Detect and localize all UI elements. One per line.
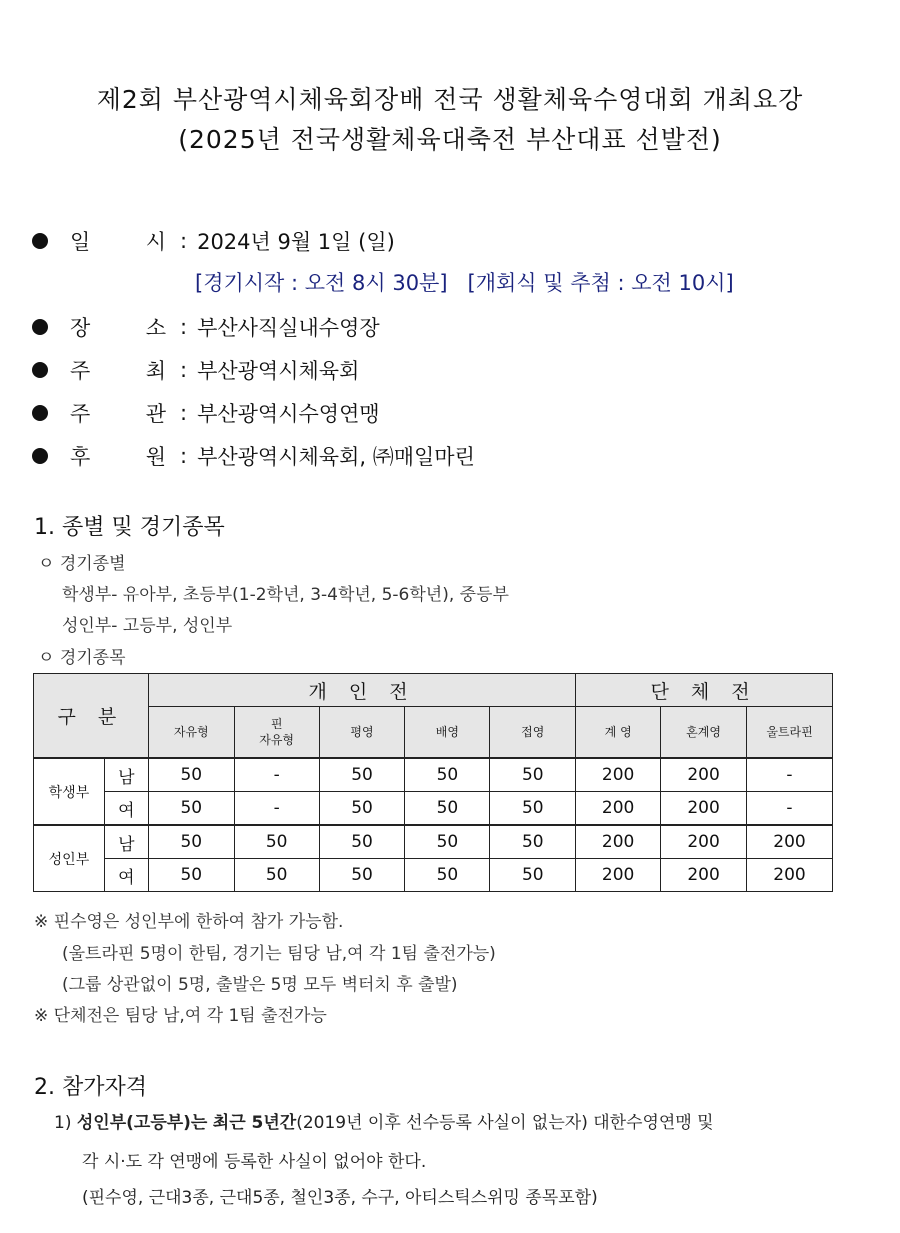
info-value: 부산광역시체육회 bbox=[197, 359, 360, 383]
table-cell: 200 bbox=[747, 825, 833, 859]
info-value: 2024년 9월 1일 (일) bbox=[197, 230, 395, 254]
table-cell: 50 bbox=[490, 792, 576, 826]
info-date: 일 시 : 2024년 9월 1일 (일) bbox=[32, 226, 395, 256]
table-cell: - bbox=[234, 792, 319, 826]
info-label: 장 소 bbox=[70, 316, 166, 340]
note-team: ※ 단체전은 팀당 남,여 각 1팀 출전가능 bbox=[34, 1006, 327, 1026]
col-fin-freestyle: 핀 자유형 bbox=[234, 707, 319, 759]
table-cell: 50 bbox=[148, 859, 234, 892]
info-value: 부산광역시수영연맹 bbox=[197, 402, 380, 426]
eligibility-item-1-line3: (핀수영, 근대3종, 근대5종, 철인3종, 수구, 아티스틱스위밍 종목포함) bbox=[82, 1188, 598, 1208]
bullet-icon bbox=[32, 405, 48, 421]
info-value: 부산사직실내수영장 bbox=[197, 316, 380, 340]
col-freestyle: 자유형 bbox=[148, 707, 234, 759]
table-cell: 50 bbox=[319, 758, 405, 792]
col-relay: 계 영 bbox=[576, 707, 661, 759]
table-cell: 200 bbox=[747, 859, 833, 892]
table-cell: 50 bbox=[490, 758, 576, 792]
bullet-icon bbox=[32, 233, 48, 249]
table-cell: 50 bbox=[405, 758, 490, 792]
table-cell: 200 bbox=[661, 758, 747, 792]
table-row bbox=[34, 792, 833, 826]
section-heading-events: 1. 종별 및 경기종목 bbox=[34, 515, 225, 540]
col-butterfly: 접영 bbox=[490, 707, 576, 759]
note-ultra-fin: (울트라핀 5명이 한팀, 경기는 팀당 남,여 각 1팀 출전가능) bbox=[62, 944, 496, 964]
table-cell: 50 bbox=[490, 825, 576, 859]
col-ultra-fin: 울트라핀 bbox=[747, 707, 833, 759]
table-row bbox=[34, 859, 833, 892]
info-host: 주 최 : 부산광역시체육회 bbox=[32, 355, 359, 385]
table-row bbox=[34, 825, 833, 859]
events-table bbox=[33, 673, 833, 892]
info-label: 일 시 bbox=[70, 230, 166, 254]
division-header: 구 분 bbox=[34, 674, 149, 759]
division-name: 성인부 bbox=[34, 825, 105, 892]
gender-cell: 여 bbox=[104, 792, 148, 826]
table-cell: 50 bbox=[148, 825, 234, 859]
section-heading-eligibility: 2. 참가자격 bbox=[34, 1075, 147, 1100]
table-cell: 50 bbox=[234, 859, 319, 892]
category-title: ㅇ 경기종별 bbox=[38, 554, 126, 574]
events-title: ㅇ 경기종목 bbox=[38, 648, 126, 668]
gender-cell: 여 bbox=[104, 859, 148, 892]
gender-cell: 남 bbox=[104, 825, 148, 859]
gender-cell: 남 bbox=[104, 758, 148, 792]
table-cell: 50 bbox=[405, 825, 490, 859]
table-cell: 50 bbox=[319, 825, 405, 859]
table-cell: 50 bbox=[319, 792, 405, 826]
adult-categories: 성인부- 고등부, 성인부 bbox=[62, 616, 233, 636]
table-row bbox=[34, 758, 833, 792]
bullet-icon bbox=[32, 448, 48, 464]
document-title: 제2회 부산광역시체육회장배 전국 생활체육수영대회 개최요강 bbox=[96, 85, 804, 114]
note-fin: ※ 핀수영은 성인부에 한하여 참가 가능함. bbox=[34, 912, 344, 932]
table-cell: 200 bbox=[661, 825, 747, 859]
table-cell: - bbox=[747, 792, 833, 826]
eligibility-item-1: 1) 성인부(고등부)는 최근 5년간(2019년 이후 선수등록 사실이 없는자) 대한수영연맹 및 bbox=[54, 1113, 714, 1133]
info-value: 부산광역시체육회, ㈜매일마린 bbox=[197, 445, 475, 469]
table-cell: 50 bbox=[148, 792, 234, 826]
info-label: 주 관 bbox=[70, 402, 166, 426]
note-start: (그룹 상관없이 5명, 출발은 5명 모두 벽터치 후 출발) bbox=[62, 975, 458, 995]
individual-header: 개 인 전 bbox=[148, 674, 575, 707]
table-cell: 50 bbox=[405, 792, 490, 826]
opening-time: [개회식 및 추첨 : 오전 10시] bbox=[467, 271, 734, 295]
info-sponsor: 후 원 : 부산광역시체육회, ㈜매일마린 bbox=[32, 441, 475, 471]
bullet-icon bbox=[32, 319, 48, 335]
table-cell: - bbox=[747, 758, 833, 792]
table-cell: 50 bbox=[490, 859, 576, 892]
table-cell: 200 bbox=[661, 792, 747, 826]
bullet-icon bbox=[32, 362, 48, 378]
table-cell: - bbox=[234, 758, 319, 792]
table-cell: 200 bbox=[576, 792, 661, 826]
table-cell: 50 bbox=[148, 758, 234, 792]
info-venue: 장 소 : 부산사직실내수영장 bbox=[32, 312, 380, 342]
start-time: [경기시작 : 오전 8시 30분] bbox=[195, 271, 448, 295]
col-medley-relay: 혼계영 bbox=[661, 707, 747, 759]
info-label: 후 원 bbox=[70, 445, 166, 469]
student-categories: 학생부- 유아부, 초등부(1-2학년, 3-4학년, 5-6학년), 중등부 bbox=[62, 585, 509, 605]
eligibility-item-1-line2: 각 시·도 각 연맹에 등록한 사실이 없어야 한다. bbox=[82, 1152, 427, 1172]
table-cell: 200 bbox=[661, 859, 747, 892]
col-breaststroke: 평영 bbox=[319, 707, 405, 759]
col-backstroke: 배영 bbox=[405, 707, 490, 759]
table-cell: 50 bbox=[405, 859, 490, 892]
document-subtitle: (2025년 전국생활체육대축전 부산대표 선발전) bbox=[178, 125, 722, 154]
info-organizer: 주 관 : 부산광역시수영연맹 bbox=[32, 398, 380, 428]
team-header: 단 체 전 bbox=[576, 674, 833, 707]
table-cell: 200 bbox=[576, 825, 661, 859]
info-label: 주 최 bbox=[70, 359, 166, 383]
table-cell: 50 bbox=[319, 859, 405, 892]
table-cell: 50 bbox=[234, 825, 319, 859]
table-cell: 200 bbox=[576, 859, 661, 892]
schedule-note bbox=[195, 267, 754, 297]
division-name: 학생부 bbox=[34, 758, 105, 825]
table-cell: 200 bbox=[576, 758, 661, 792]
